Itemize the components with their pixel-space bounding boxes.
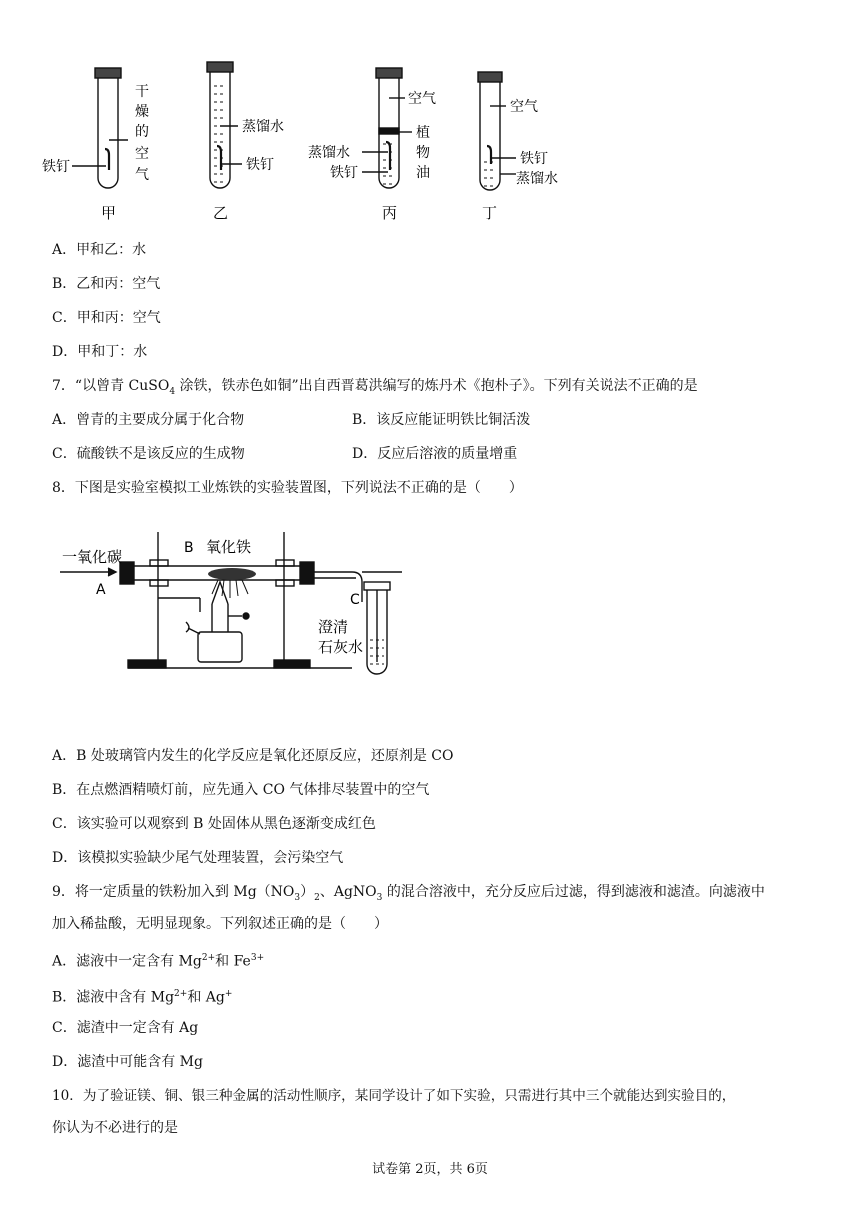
q6-option-d <box>52 342 147 362</box>
q9-stem-line2: 加入稀盐酸，无明显现象。下列叙述正确的是（ ） <box>52 916 388 932</box>
q7-stem: 7．“以曾青 CuSO$_4$ 涂铁，铁赤色如铜”出自西晋葛洪编写的炼丹术《抱朴子》。下列有关说法不正确的是 <box>52 378 698 397</box>
alcohol-burner <box>198 632 242 662</box>
q8-stem: 8．下图是实验室模拟工业炼铁的实验装置图，下列说法不正确的是（ ） <box>52 480 523 496</box>
label-bing-nail: 铁钉 <box>330 165 358 181</box>
option-text: 甲和丙：空气 <box>76 310 161 326</box>
label-yi-water: 蒸馏水 <box>242 119 284 135</box>
page-footer: 试卷第 2页，共 6页 <box>372 1162 488 1177</box>
label-a: A <box>96 582 106 598</box>
label-bing-oil-2: 物 <box>416 145 430 161</box>
q8-option-d: D．该模拟实验缺少尾气处理装置，会污染空气 <box>52 850 344 866</box>
tube-name-jia: 甲 <box>101 204 117 222</box>
iron-smelting-apparatus-figure <box>52 532 422 692</box>
label-bing-water: 蒸馏水 <box>308 145 350 161</box>
option-text: 乙和丙：空气 <box>76 276 161 292</box>
right-stopper <box>300 562 314 584</box>
q6-option-b <box>52 274 160 294</box>
q7-option-d: D．反应后溶液的质量增重 <box>352 446 518 462</box>
q6-option-a <box>52 240 146 260</box>
label-b: B <box>184 540 194 556</box>
tube-name-ding: 丁 <box>482 204 498 222</box>
q9-option-b: B．滤液中含有 $Mg^{2+}$和 Ag+ <box>52 989 233 1006</box>
label-bing-air: 空气 <box>408 91 436 107</box>
tube-jia <box>98 78 118 188</box>
q8-option-b: B．在点燃酒精喷灯前，应先通入 CO 气体排尽装置中的空气 <box>52 782 430 798</box>
q9-stem-line1: 9．将一定质量的铁粉加入到 $Mg(NO_3)_2$、AgNO$_3$ 的混合溶液中，充分反应后过滤，得到滤液和滤渣。向滤液中 <box>52 884 765 903</box>
tube-name-yi: 乙 <box>213 204 229 222</box>
label-bing-oil-3: 油 <box>416 165 430 181</box>
label-fe2o3: 氧化铁 <box>206 538 252 556</box>
tube-name-bing: 丙 <box>382 204 398 222</box>
label-limewater-1: 澄清 <box>318 618 349 636</box>
q8-option-a: A．B 处玻璃管内发生的化学反应是氧化还原反应，还原剂是 CO <box>52 748 454 764</box>
label-dry-air-5: 气 <box>135 167 149 183</box>
q10-stem-line1: 10．为了验证镁、铜、银三种金属的活动性顺序，某同学设计了如下实验，只需进行其中三个就能达到实验目的， <box>52 1088 736 1104</box>
tube-jia-stopper <box>95 68 121 78</box>
label-ding-air: 空气 <box>510 99 538 115</box>
q9-option-c: C．滤渣中一定含有 Ag <box>52 1020 199 1036</box>
left-stopper <box>120 562 134 584</box>
label-bing-oil-1: 植 <box>416 125 430 141</box>
tube-yi <box>210 72 230 188</box>
label-jia-nail: 铁钉 <box>42 159 70 175</box>
option-letter: C． <box>52 310 77 326</box>
label-limewater-2: 石灰水 <box>318 638 364 656</box>
q9-option-a: A．滤液中一定含有 $Mg^{2+}$和 $Fe^{3+}$ <box>52 953 265 970</box>
label-dry-air-2: 燥 <box>135 104 149 120</box>
q7-option-c: C．硫酸铁不是该反应的生成物 <box>52 446 245 462</box>
label-dry-air-3: 的 <box>135 124 149 140</box>
option-letter: D． <box>52 344 78 360</box>
label-co: 一氧化碳 <box>62 548 123 566</box>
label-ding-nail: 铁钉 <box>520 151 548 167</box>
label-dry-air-4: 空 <box>135 146 149 162</box>
q6-option-c <box>52 308 161 328</box>
iron-oxide-pile <box>208 568 256 580</box>
oil-layer <box>379 128 399 134</box>
label-c: C <box>350 592 360 608</box>
label-dry-air-1: 干 <box>135 84 149 100</box>
q10-stem-line2: 你认为不必进行的是 <box>52 1120 178 1136</box>
rusting-test-tubes-figure <box>40 60 560 230</box>
tube-ding <box>480 82 500 190</box>
label-yi-nail: 铁钉 <box>246 157 274 173</box>
q7-option-a: A．曾青的主要成分属于化合物 <box>52 412 245 428</box>
option-letter: A． <box>52 242 77 258</box>
q7-option-b: B．该反应能证明铁比铜活泼 <box>352 412 531 428</box>
option-letter: B． <box>52 276 77 292</box>
option-text: 甲和乙：水 <box>76 242 147 258</box>
q8-option-c: C．该实验可以观察到 B 处固体从黑色逐渐变成红色 <box>52 816 376 832</box>
option-text: 甲和丁：水 <box>77 344 148 360</box>
q9-option-d: D．滤渣中可能含有 Mg <box>52 1054 203 1070</box>
label-ding-water: 蒸馏水 <box>516 171 558 187</box>
